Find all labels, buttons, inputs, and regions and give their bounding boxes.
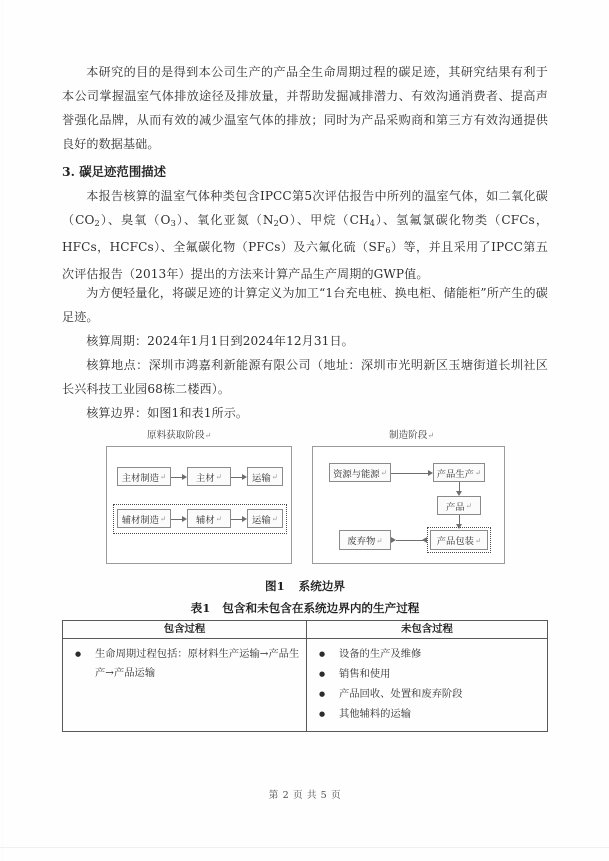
node-resource-and-energy (329, 463, 391, 482)
figure-caption-title: 系统边界 (298, 579, 346, 593)
accounting-period-paragraph: 核算周期：2024年1月1日到2024年12月31日。 (86, 334, 354, 348)
pilcrow-icon: ↵ (271, 514, 278, 523)
node-label: 主材 (196, 472, 215, 484)
pilcrow-icon: ↵ (271, 472, 278, 481)
node-label: 主材制造 (121, 472, 159, 484)
gases-part6: ）等，并且采用了IPCC第五次评估报告（2013年）提出的方法来计算产品生产周期的GWP值。 (62, 239, 548, 281)
arrow-main-manufacture-to-material (171, 467, 187, 486)
pilcrow-icon: ↵ (159, 514, 167, 523)
pilcrow-icon: ↵ (474, 535, 482, 545)
boundary-paragraph-block (62, 401, 548, 425)
node-auxiliary-transport (247, 509, 283, 528)
definition-paragraph: 为方便轻量化，将碳足迹的计算定义为加工“1台充电桩、换电柜、储能柜”所产生的碳足迹。 (62, 286, 548, 324)
pilcrow-icon: ↵ (474, 468, 482, 477)
intro-paragraph: 本研究的目的是得到本公司生产的产品全生命周期过程的碳足迹，其研究结果有利于本公司掌握温室气体排放途径及排放量，并帮助发掘减排潜力、有效沟通消费者、提高声誉强化品牌，从而有效的减少温室气体的排放；同时为产品采购商和第三方有效沟通提供良好的数据基础。 (62, 65, 548, 151)
stage-label-manufacturing (389, 427, 434, 441)
list-item: ● 其他辅料的运输 (317, 705, 541, 724)
pilcrow-icon: ↵ (376, 535, 383, 545)
table-caption-number: 表1 (190, 601, 211, 615)
node-label: 资源与能源 (333, 468, 380, 480)
scan-edge-bottom (0, 847, 609, 848)
list-item: ● 销售和使用 (317, 665, 541, 684)
arrow-packaging-to-waste (391, 530, 427, 550)
node-product (437, 496, 481, 515)
system-boundary-figure (62, 424, 548, 574)
node-label: 辅材制造 (121, 514, 159, 526)
table-caption-title: 包含和未包含在系统边界内的生产过程 (222, 601, 420, 615)
intro-paragraph-block (62, 60, 548, 156)
pilcrow-icon: ↵ (204, 431, 212, 440)
arrow-production-to-product (433, 482, 485, 496)
node-waste (339, 530, 391, 550)
node-product-production (433, 463, 485, 482)
figure-caption-number: 图1 (264, 579, 285, 593)
stage-label-raw-material (147, 427, 211, 441)
pilcrow-icon: ↵ (215, 472, 222, 481)
gases-part4: O）、甲烷（CH (278, 213, 370, 227)
place-paragraph-block (62, 353, 548, 401)
figure-panel-manufacturing (312, 446, 505, 564)
node-auxiliary-material (187, 509, 231, 528)
gases-part1: 本报告核算的温室气体种类包含IPCC第5次评估报告中所列的温室气体，如二氧化碳（CO (62, 189, 548, 227)
table-header-excluded: 未包含过程 (306, 621, 547, 639)
node-label: 辅材 (196, 514, 215, 526)
node-label: 产品包装 (436, 536, 474, 547)
node-label: 产品生产 (436, 468, 474, 480)
section-heading (62, 160, 166, 184)
list-item: ● 产品回收、处置和废弃阶段 (317, 685, 541, 704)
gases-part3: ）、氧化亚氮（N (175, 213, 274, 227)
list-item: ● 生命周期过程包括：原材料生产运输→产品生产→产品运输 (73, 645, 300, 683)
figure-caption (62, 578, 548, 594)
node-label: 运输 (252, 472, 271, 484)
section-heading-number: 3. (62, 164, 75, 179)
accounting-place-paragraph: 核算地点：深圳市鸿嘉利新能源有限公司（地址：深圳市光明新区玉塘街道长圳社区长兴科技工业园68栋二楼西）。 (62, 358, 548, 396)
arrow-aux-manufacture-to-material (171, 509, 187, 528)
figure-panel-raw-material (106, 446, 292, 564)
arrow-main-material-to-transport (231, 467, 247, 486)
pilcrow-icon: ↵ (215, 514, 222, 523)
gases-part2: ）、臭氧（O (99, 213, 171, 227)
gases-sub-co2: 2 (94, 217, 100, 228)
table-row (63, 639, 548, 732)
table-header-included: 包含过程 (63, 621, 307, 639)
stage-label-raw-material-text: 原料获取阶段 (147, 430, 205, 441)
pilcrow-icon: ↵ (427, 431, 435, 440)
node-main-transport (247, 467, 283, 486)
pilcrow-icon: ↵ (380, 468, 387, 477)
table-cell-included (63, 639, 307, 732)
arrow-aux-material-to-transport (231, 509, 247, 528)
node-product-packaging (430, 530, 488, 550)
gases-paragraph-block (62, 184, 548, 286)
gases-sub-sf6: 6 (385, 244, 391, 255)
section-heading-title: 碳足迹范围描述 (79, 164, 166, 179)
node-label: 产品 (446, 501, 465, 513)
period-paragraph-block (62, 329, 548, 353)
stage-label-manufacturing-text: 制造阶段 (389, 430, 428, 441)
accounting-boundary-paragraph: 核算边界：如图1和表1所示。 (86, 406, 249, 420)
arrow-resource-to-production (391, 463, 433, 482)
node-label: 运输 (252, 514, 271, 526)
gases-sub-ch4: 4 (369, 217, 375, 228)
page-footer: 第 2 页 共 5 页 (268, 790, 342, 801)
gases-part5: ）、氢氟氯碳化物类（CFCs，HFCs，HCFCs）、全氟碳化物（PFCs）及六氟化硫（SF (62, 213, 549, 254)
node-label: 废弃物 (347, 536, 376, 547)
included-process-list (63, 639, 306, 690)
gases-sub-n2o: 2 (273, 217, 279, 228)
pilcrow-icon: ↵ (465, 501, 472, 510)
gases-sub-o3: 3 (170, 217, 176, 228)
table-cell-excluded (306, 639, 547, 732)
table-caption (62, 600, 548, 616)
process-table (62, 620, 548, 732)
excluded-process-list (307, 639, 547, 731)
definition-paragraph-block (62, 281, 548, 329)
pilcrow-icon: ↵ (159, 472, 167, 481)
table-header-row (63, 621, 548, 639)
node-auxiliary-material-manufacture (117, 509, 171, 528)
node-main-material (187, 467, 231, 486)
gases-paragraph (62, 184, 548, 286)
list-item: ● 设备的生产及维修 (317, 645, 541, 664)
node-main-material-manufacture (117, 467, 171, 486)
scan-edge-left (2, 0, 3, 861)
